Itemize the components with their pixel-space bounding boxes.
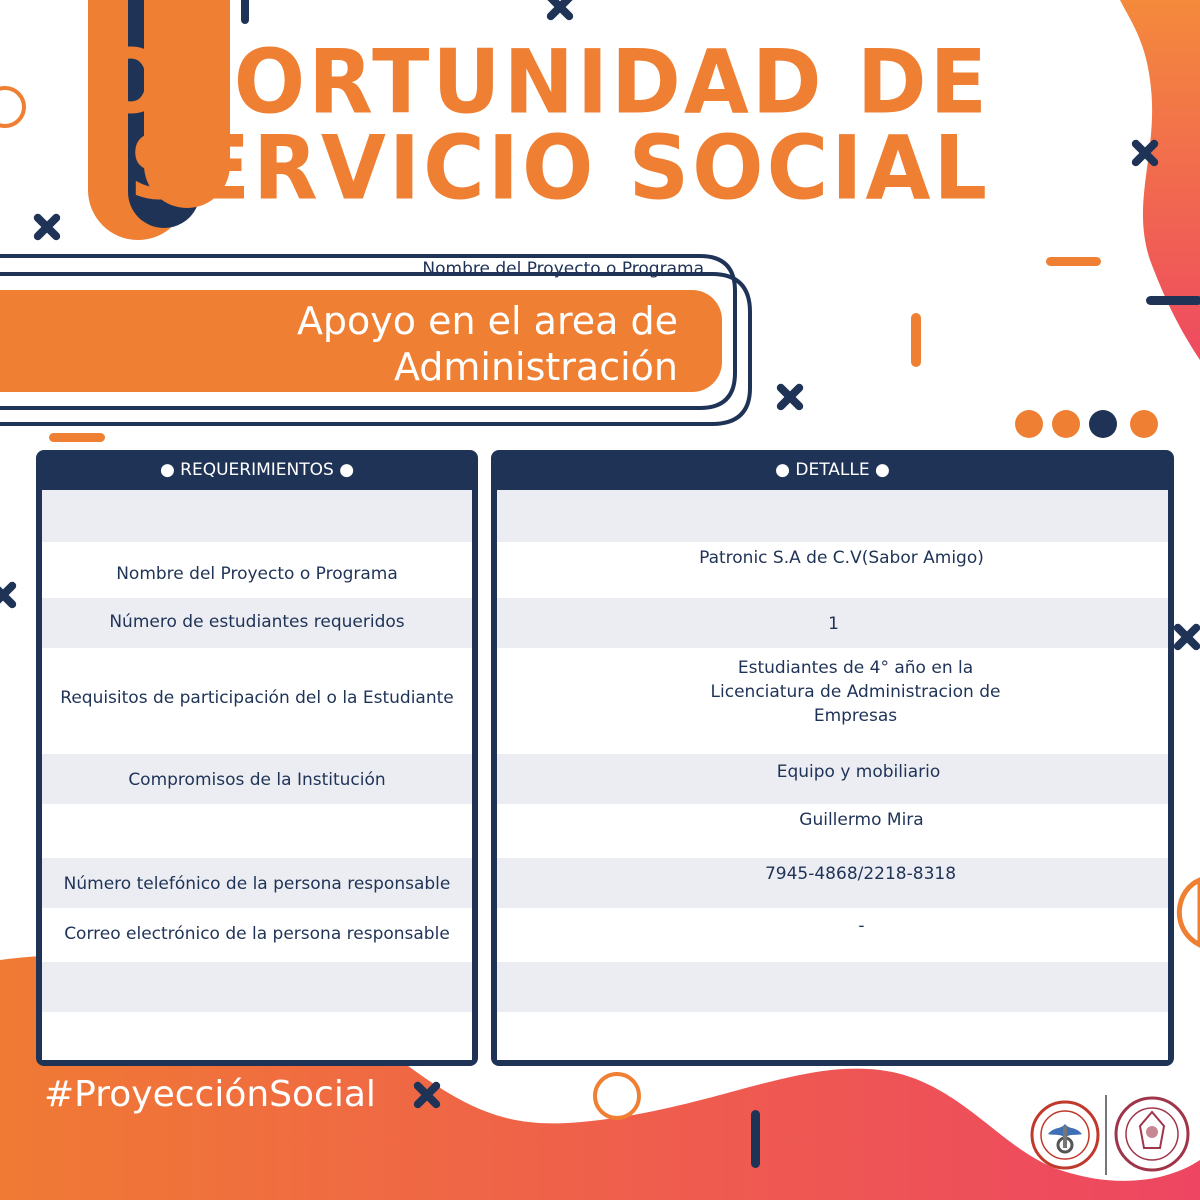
x-mark-icon — [1172, 622, 1200, 652]
table-row — [42, 858, 472, 908]
detail-panel — [491, 450, 1174, 1066]
table-row — [42, 962, 472, 1012]
detail-header: ● DETALLE ● — [775, 460, 890, 480]
x-mark-icon — [775, 382, 805, 412]
x-mark-icon — [32, 212, 62, 242]
project-name-line-1: Apoyo en el area de — [296, 299, 678, 343]
title-line-1: OPORTUNIDAD DE — [94, 30, 990, 134]
table-row — [42, 908, 472, 962]
table-row — [497, 804, 1168, 858]
requirement-cell: Correo electrónico de la persona responsable — [64, 924, 450, 944]
table-row — [497, 962, 1168, 1012]
x-mark-icon — [412, 1080, 442, 1110]
detail-cell: 1 — [828, 614, 839, 634]
title-line-2: SERVICIO SOCIAL — [129, 116, 990, 220]
table-row — [42, 542, 472, 598]
table-row — [42, 648, 472, 754]
table-row — [497, 908, 1168, 962]
dot-icon — [1089, 410, 1117, 438]
requirement-cell: Número telefónico de la persona responsable — [63, 874, 451, 894]
project-name — [297, 298, 678, 390]
requirements-panel — [36, 450, 478, 1066]
x-mark-icon — [545, 0, 575, 22]
table-row — [497, 858, 1168, 908]
logo-divider — [1105, 1095, 1107, 1175]
hashtag: #ProyecciónSocial — [44, 1074, 376, 1115]
dot-icon — [1130, 410, 1158, 438]
table-row — [497, 490, 1168, 542]
requirement-cell: Requisitos de participación del o la Estudiante — [60, 688, 454, 708]
table-row — [42, 804, 472, 858]
dot-icon — [1015, 410, 1043, 438]
requirements-body — [42, 490, 472, 1060]
detail-cell: Equipo y mobiliario — [776, 762, 941, 782]
faculty-seal-icon — [1030, 1100, 1100, 1170]
detail-cell: 7945-4868/2218-8318 — [764, 864, 957, 884]
detail-line: Estudiantes de 4° año en la — [737, 658, 974, 678]
university-seal-icon — [1114, 1096, 1190, 1172]
table-row — [497, 598, 1168, 648]
detail-line: Empresas — [813, 706, 898, 726]
project-label: Nombre del Proyecto o Programa — [422, 259, 704, 279]
detail-cell: Patronic S.A de C.V(Sabor Amigo) — [699, 548, 984, 568]
x-mark-icon — [0, 580, 18, 610]
detail-cell: Guillermo Mira — [799, 810, 924, 830]
x-mark-icon — [1130, 138, 1160, 168]
dot-icon — [1052, 410, 1080, 438]
table-row — [42, 490, 472, 542]
requirement-cell: Número de estudiantes requeridos — [109, 612, 405, 632]
table-row — [497, 542, 1168, 598]
detail-cell: - — [858, 916, 865, 936]
detail-cell — [497, 656, 1168, 728]
requirement-cell: Compromisos de la Institución — [128, 770, 386, 790]
requirement-cell: Nombre del Proyecto o Programa — [116, 564, 398, 584]
project-name-line-2: Administración — [393, 345, 678, 389]
table-row — [497, 754, 1168, 804]
detail-body — [497, 490, 1168, 1060]
requirements-header: ● REQUERIMIENTOS ● — [159, 460, 355, 480]
detail-line: Licenciatura de Administracion de — [710, 682, 1001, 702]
table-row — [42, 754, 472, 804]
table-row — [497, 648, 1168, 754]
table-row — [42, 598, 472, 648]
